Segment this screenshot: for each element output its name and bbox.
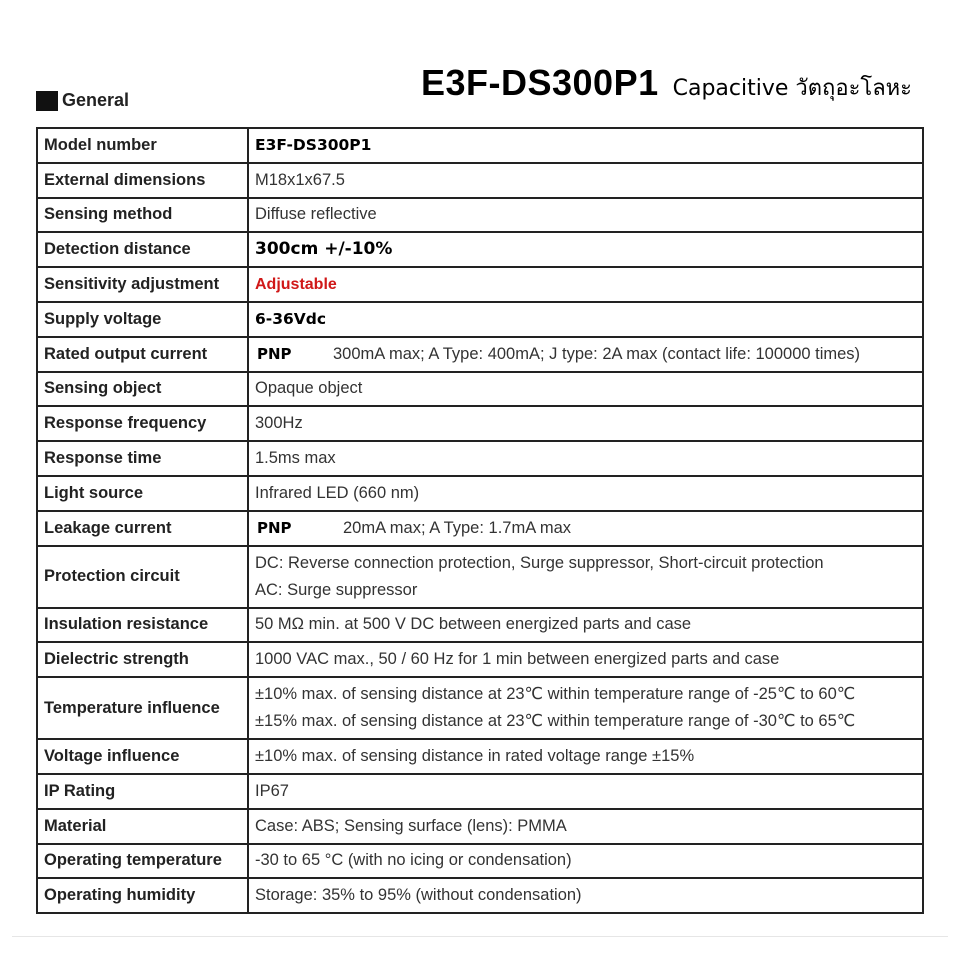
row-label: Sensing method: [37, 198, 248, 233]
row-label: Response time: [37, 441, 248, 476]
row-value: Diffuse reflective: [248, 198, 923, 233]
row-value-line1: ±10% max. of sensing distance at 23℃ within temperature range of -25℃ to 60℃: [255, 685, 856, 704]
row-label: Leakage current: [37, 511, 248, 546]
table-row: [37, 677, 923, 739]
table-row: [37, 878, 923, 913]
spec-table: [36, 127, 924, 914]
row-value: -30 to 65 °C (with no icing or condensation): [248, 844, 923, 879]
row-value: 300Hz: [248, 406, 923, 441]
row-label: Detection distance: [37, 232, 248, 267]
row-value: Storage: 35% to 95% (without condensation): [248, 878, 923, 913]
row-value: 300mA max; A Type: 400mA; J type: 2A max (contact life: 100000 times): [333, 344, 861, 363]
row-label: Protection circuit: [37, 546, 248, 608]
row-value: Case: ABS; Sensing surface (lens): PMMA: [248, 809, 923, 844]
row-value-line2: AC: Surge suppressor: [255, 580, 418, 599]
table-row: [37, 476, 923, 511]
row-label: Operating temperature: [37, 844, 248, 879]
row-label: Light source: [37, 476, 248, 511]
table-row: [37, 546, 923, 608]
table-row: [37, 441, 923, 476]
table-row: [37, 267, 923, 302]
row-label: Sensing object: [37, 372, 248, 407]
row-label: External dimensions: [37, 163, 248, 198]
row-value: 1000 VAC max., 50 / 60 Hz for 1 min between energized parts and case: [248, 642, 923, 677]
table-row: [37, 774, 923, 809]
row-label: Material: [37, 809, 248, 844]
row-label: Sensitivity adjustment: [37, 267, 248, 302]
row-value: 20mA max; A Type: 1.7mA max: [343, 518, 572, 537]
table-row: [37, 128, 923, 163]
row-value: 300cm +/-10%: [255, 239, 393, 260]
row-label: IP Rating: [37, 774, 248, 809]
row-label: Operating humidity: [37, 878, 248, 913]
section-title: General: [62, 90, 130, 110]
row-label: Rated output current: [37, 337, 248, 372]
row-value: 1.5ms max: [248, 441, 923, 476]
row-label: Temperature influence: [37, 677, 248, 739]
table-row: [37, 198, 923, 233]
row-value: Infrared LED (660 nm): [248, 476, 923, 511]
model-title: E3F-DS300P1: [420, 62, 659, 103]
row-prefix: PNP: [257, 518, 292, 537]
square-bullet-icon: [36, 91, 58, 111]
table-row: [37, 608, 923, 643]
row-value-line1: DC: Reverse connection protection, Surge suppressor, Short-circuit protection: [255, 553, 824, 572]
page-title: [421, 62, 912, 105]
table-row: [37, 372, 923, 407]
table-row: [37, 302, 923, 337]
row-value: Adjustable: [255, 276, 337, 294]
row-value: M18x1x67.5: [248, 163, 923, 198]
table-row: [37, 337, 923, 372]
table-row: [37, 511, 923, 546]
row-value: 50 MΩ min. at 500 V DC between energized parts and case: [248, 608, 923, 643]
table-row: [37, 642, 923, 677]
row-label: Response frequency: [37, 406, 248, 441]
table-row: [37, 163, 923, 198]
row-label: Dielectric strength: [37, 642, 248, 677]
row-value: ±10% max. of sensing distance in rated voltage range ±15%: [248, 739, 923, 774]
row-value: Opaque object: [248, 372, 923, 407]
row-label: Supply voltage: [37, 302, 248, 337]
row-value: E3F-DS300P1: [255, 135, 372, 154]
subtitle: Capacitive วัตถุอะโลหะ: [672, 76, 912, 101]
section-header: [36, 90, 129, 111]
row-label: Insulation resistance: [37, 608, 248, 643]
row-value: 6-36Vdc: [255, 309, 327, 328]
row-value: IP67: [248, 774, 923, 809]
table-row: [37, 809, 923, 844]
table-row: [37, 739, 923, 774]
divider: [12, 936, 948, 937]
row-value-line2: ±15% max. of sensing distance at 23℃ within temperature range of -30℃ to 65℃: [255, 712, 856, 731]
row-prefix: PNP: [257, 344, 292, 363]
table-row: [37, 232, 923, 267]
row-label: Voltage influence: [37, 739, 248, 774]
table-row: [37, 844, 923, 879]
table-row: [37, 406, 923, 441]
row-label: Model number: [37, 128, 248, 163]
